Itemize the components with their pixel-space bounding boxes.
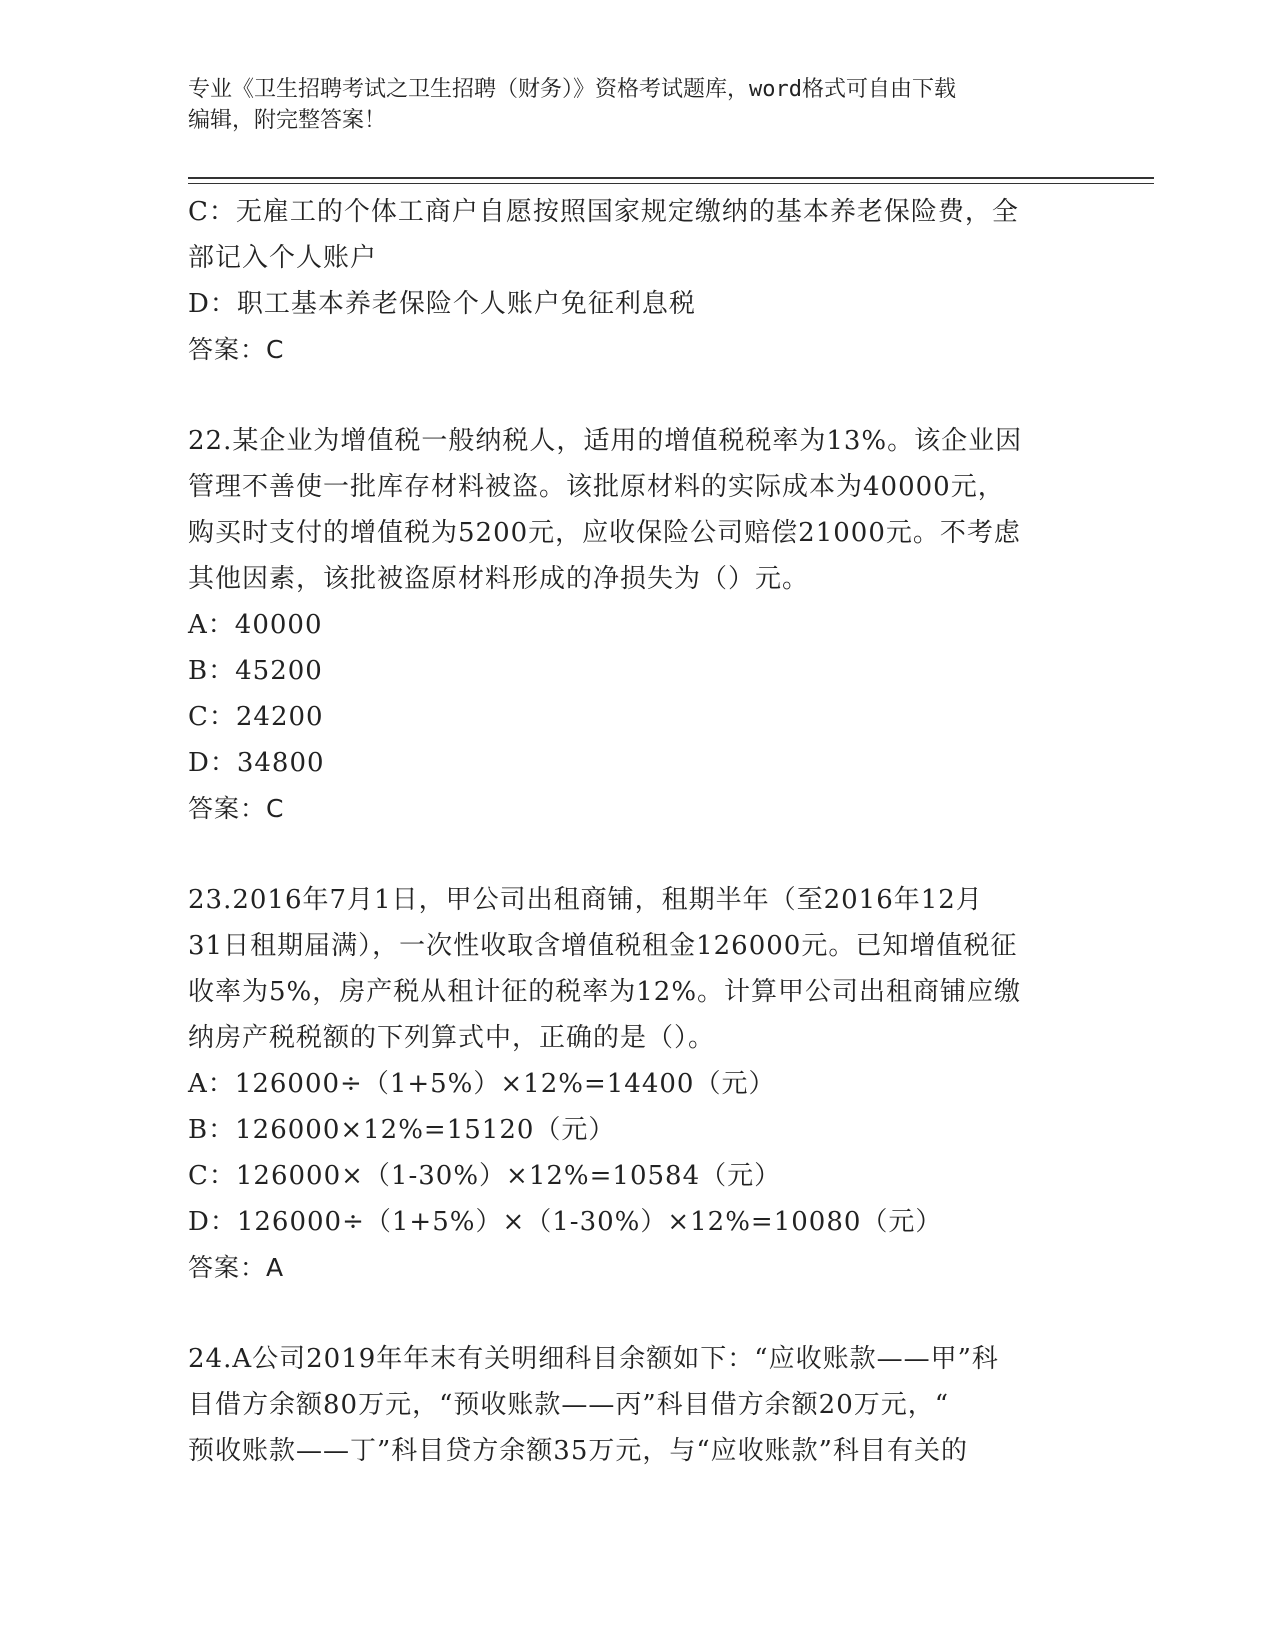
question-content — [188, 189, 1088, 1474]
question-stem-line: 22.某企业为增值税一般纳税人，适用的增值税税率为13%。该企业因 — [188, 426, 1023, 456]
option-a: A：126000÷（1+5%）×12%=14400（元） — [188, 1069, 776, 1099]
header-line-2: 编辑，附完整答案！ — [188, 108, 387, 133]
option-d: D：34800 — [188, 748, 325, 778]
question-stem-line: 23.2016年7月1日，甲公司出租商铺，租期半年（至2016年12月 — [188, 885, 983, 915]
question-24 — [188, 1336, 1088, 1474]
answer: 答案：C — [188, 794, 285, 823]
question-stem-line: 其他因素，该批被盗原材料形成的净损失为（）元。 — [188, 564, 810, 594]
option-b: B：126000×12%=15120（元） — [188, 1115, 616, 1145]
option-c: C：24200 — [188, 702, 324, 732]
question-stem-line: 24.A公司2019年年末有关明细科目余额如下：“应收账款——甲”科 — [188, 1344, 999, 1374]
question-22 — [188, 418, 1088, 832]
option-d: D：职工基本养老保险个人账户免征利息税 — [188, 289, 696, 319]
question-stem-line: 31日租期届满），一次性收取含增值税租金126000元。已知增值税征 — [188, 931, 1018, 961]
header-line-1: 专业《卫生招聘考试之卫生招聘（财务）》资格考试题库，word格式可自由下载 — [188, 77, 956, 102]
question-23 — [188, 877, 1088, 1291]
question-stem-line: 购买时支付的增值税为5200元，应收保险公司赔偿21000元。不考虑 — [188, 518, 1021, 548]
answer: 答案：C — [188, 335, 285, 364]
document-header — [188, 74, 1088, 136]
option-d: D：126000÷（1+5%）×（1-30%）×12%=10080（元） — [188, 1207, 943, 1237]
question-21-tail — [188, 189, 1088, 373]
header-divider-thick — [188, 177, 1154, 179]
question-stem-line: 预收账款——丁”科目贷方余额35万元，与“应收账款”科目有关的 — [188, 1436, 968, 1466]
question-stem-line: 纳房产税税额的下列算式中，正确的是（）。 — [188, 1023, 716, 1053]
option-c-line-1: C：无雇工的个体工商户自愿按照国家规定缴纳的基本养老保险费，全 — [188, 197, 1019, 227]
option-c: C：126000×（1-30%）×12%=10584（元） — [188, 1161, 782, 1191]
option-c-line-2: 部记入个人账户 — [188, 243, 378, 273]
option-b: B：45200 — [188, 656, 323, 686]
question-stem-line: 管理不善使一批库存材料被盗。该批原材料的实际成本为40000元， — [188, 472, 1005, 502]
answer: 答案：A — [188, 1253, 285, 1282]
question-stem-line: 目借方余额80万元，“预收账款——丙”科目借方余额20万元，“ — [188, 1390, 950, 1420]
option-a: A：40000 — [188, 610, 323, 640]
header-divider-thin — [188, 183, 1154, 184]
question-stem-line: 收率为5%，房产税从租计征的税率为12%。计算甲公司出租商铺应缴 — [188, 977, 1022, 1007]
